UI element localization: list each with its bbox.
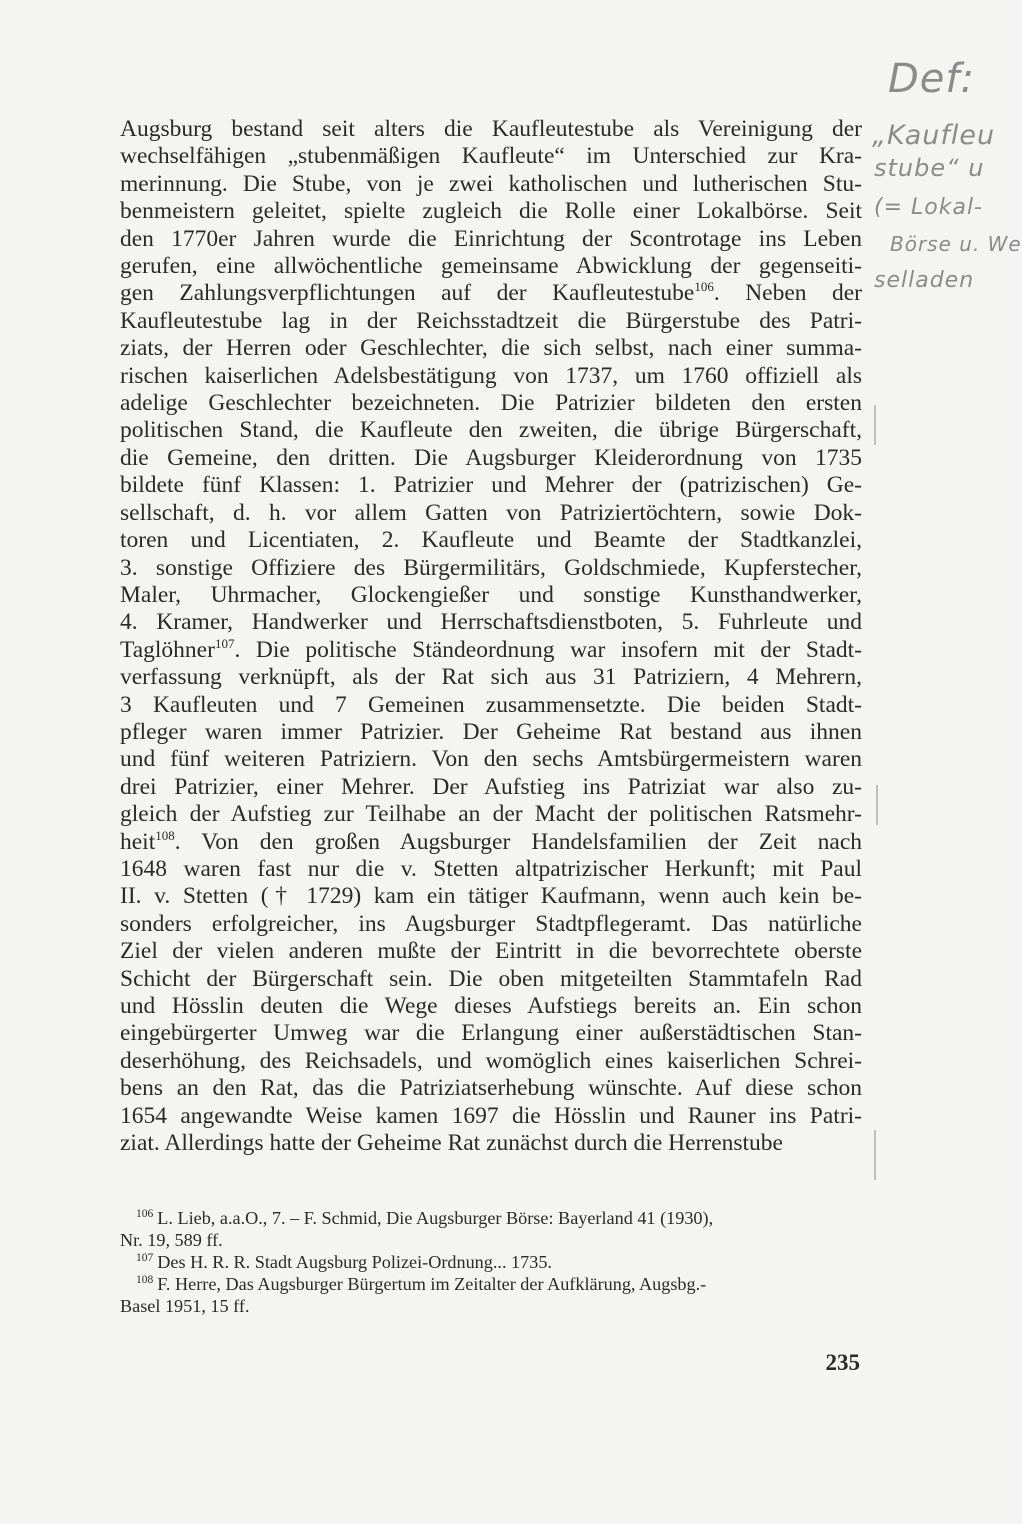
text-segment: gen Zahlungsverpflichtungen auf der Kaufleutestube — [120, 280, 695, 307]
footnotes — [120, 1207, 862, 1317]
text-line: 4. Kramer, Handwerker und Herrschaftsdienstboten, 5. Fuhrleute und — [120, 609, 862, 636]
text-line: 3 Kaufleuten und 7 Gemeinen zusammensetzte. Die beiden Stadt- — [120, 691, 862, 718]
margin-note-line: Def: — [888, 56, 975, 102]
text-line: wechselfähigen „stubenmäßigen Kaufleute“ im Unterschied zur Kra- — [120, 143, 862, 170]
text-segment: . Die politische Ständeordnung war insofern mit der Stadt- — [234, 636, 862, 663]
text-segment: . Neben der — [713, 280, 863, 307]
main-paragraph — [120, 116, 862, 1157]
text-line: und fünf weiteren Patriziern. Von den sechs Amtsbürgermeistern waren — [120, 746, 862, 773]
text-line: Schicht der Bürgerschaft sein. Die oben mitgeteilten Stammtafeln Rad — [120, 965, 862, 992]
text-line: toren und Licentiaten, 2. Kaufleute und Beamte der Stadtkanzlei, — [120, 527, 862, 554]
text-line: politischen Stand, die Kaufleute den zweiten, die übrige Bürgerschaft, — [120, 417, 862, 444]
margin-note-line: „Kaufleu — [872, 120, 996, 151]
footnote-number: 106 — [136, 1207, 154, 1220]
text-line: bens an den Rat, das die Patriziatserhebung wünschte. Auf diese schon — [120, 1075, 862, 1102]
footnote-ref-106[interactable]: 106 — [694, 279, 714, 295]
text-line: sonders erfolgreicher, ins Augsburger Stadtpflegeramt. Das natürliche — [120, 910, 862, 937]
text-line: 1654 angewandte Weise kamen 1697 die Hösslin und Rauner ins Patri- — [120, 1102, 862, 1129]
text-line: rischen kaiserlichen Adelsbestätigung von 1737, um 1760 offiziell als — [120, 362, 862, 389]
text-line: adelige Geschlechter bezeichneten. Die Patrizier bildeten den ersten — [120, 390, 862, 417]
text-line: deserhöhung, des Reichsadels, und womöglich eines kaiserlichen Schrei- — [120, 1047, 862, 1074]
text-line: verfassung verknüpft, als der Rat sich aus 31 Patriziern, 4 Mehrern, — [120, 664, 862, 691]
margin-mark — [874, 1130, 876, 1180]
footnote-107 — [120, 1251, 862, 1273]
text-line: Ziel der vielen anderen mußte der Eintritt in die bevorrechtete oberste — [120, 938, 862, 965]
text-segment: . Von den großen Augsburger Handelsfamilien der Zeit nach — [174, 828, 862, 855]
text-line-with-ref — [120, 829, 862, 856]
text-line: drei Patrizier, einer Mehrer. Der Aufstieg ins Patriziat war also zu- — [120, 773, 862, 800]
footnote-text-continued: Nr. 19, 589 ff. — [120, 1230, 223, 1250]
text-line: und Hösslin deuten die Wege dieses Aufstiegs bereits an. Ein schon — [120, 993, 862, 1019]
text-line-with-ref — [120, 637, 862, 664]
text-line: die Gemeine, den dritten. Die Augsburger Kleiderordnung von 1735 — [120, 444, 862, 471]
text-segment: heit — [120, 828, 156, 855]
text-line: eingebürgerter Umweg war die Erlangung einer außerstädtischen Stan- — [120, 1020, 862, 1047]
footnote-text-continued: Basel 1951, 15 ff. — [120, 1296, 250, 1316]
footnote-ref-107[interactable]: 107 — [214, 635, 235, 651]
margin-note-line: stube“ u — [874, 154, 985, 182]
handwritten-margin-notes — [868, 50, 1022, 370]
text-line: Maler, Uhrmacher, Glockengießer und sonstige Kunsthandwerker, — [120, 581, 862, 608]
text-line: benmeistern geleitet, spielte zugleich die Rolle einer Lokalbörse. Seit — [120, 198, 862, 225]
text-segment: Taglöhner — [120, 636, 215, 663]
text-line: 1648 waren fast nur die v. Stetten altpatrizischer Herkunft; mit Paul — [120, 855, 862, 882]
footnote-text: Des H. R. R. Stadt Augsburg Polizei-Ordnung... 1735. — [157, 1252, 552, 1272]
text-line: bildete fünf Klassen: 1. Patrizier und Mehrer der (patrizischen) Ge- — [120, 472, 862, 499]
text-line: 3. sonstige Offiziere des Bürgermilitärs, Goldschmiede, Kupferstecher, — [120, 554, 862, 581]
footnote-text: L. Lieb, a.a.O., 7. – F. Schmid, Die Augsburger Börse: Bayerland 41 (1930), — [157, 1208, 714, 1228]
margin-note-line: selladen — [874, 268, 975, 293]
footnote-ref-108[interactable]: 108 — [155, 827, 175, 843]
footnote-number: 107 — [136, 1251, 154, 1264]
margin-note-line: Börse u. We — [890, 232, 1022, 256]
text-line: sellschaft, d. h. vor allem Gatten von Patriziertöchtern, sowie Dok- — [120, 499, 862, 526]
text-line: II. v. Stetten († 1729) kam ein tätiger Kaufmann, wenn auch kein be- — [120, 883, 862, 910]
footnote-108 — [120, 1273, 862, 1317]
margin-note-line: (= Lokal- — [874, 195, 983, 220]
text-line: ziat. Allerdings hatte der Geheime Rat zunächst durch die Herrenstube — [120, 1130, 783, 1157]
text-line-with-ref — [120, 280, 862, 307]
margin-mark — [876, 785, 878, 825]
margin-mark — [874, 405, 876, 445]
footnote-106 — [120, 1207, 862, 1251]
page-number: 235 — [825, 1350, 860, 1375]
text-line: ziats, der Herren oder Geschlechter, die sich selbst, nach einer summa- — [120, 335, 862, 362]
text-line: merinnung. Die Stube, von je zwei katholischen und lutherischen Stu- — [120, 170, 862, 197]
text-line: Augsburg bestand seit alters die Kaufleutestube als Vereinigung der — [120, 116, 862, 142]
text-line: pfleger waren immer Patrizier. Der Geheime Rat bestand aus ihnen — [120, 718, 862, 745]
footnote-number: 108 — [136, 1273, 154, 1286]
text-line: Kaufleutestube lag in der Reichsstadtzeit die Bürgerstube des Patri- — [120, 307, 862, 334]
text-line: gerufen, eine allwöchentliche gemeinsame Abwicklung der gegenseiti- — [120, 253, 862, 280]
footnote-text: F. Herre, Das Augsburger Bürgertum im Zeitalter der Aufklärung, Augsbg.- — [157, 1274, 707, 1294]
text-line: den 1770er Jahren wurde die Einrichtung der Scontrotage ins Leben — [120, 225, 862, 252]
text-line: gleich der Aufstieg zur Teilhabe an der Macht der politischen Ratsmehr- — [120, 801, 862, 828]
